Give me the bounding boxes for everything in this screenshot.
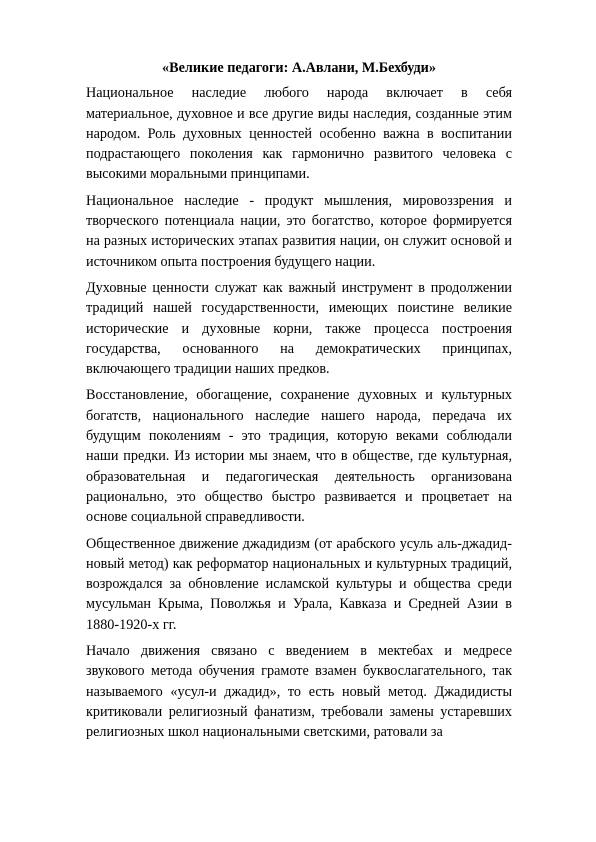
paragraph: Духовные ценности служат как важный инструмент в продолжении традиций нашей государственности, имеющих поистине великие исторические и духовные корни, также процесса построения государства, основанного на демократических принципах, включающего традиции наших предков. xyxy=(86,279,512,378)
paragraph: Восстановление, обогащение, сохранение духовных и культурных богатств, национального наследие нашего народа, передача их будущим поколениям - это традиция, которую веками соблюдали наши предки. Из истории мы знаем, что в обществе, где культурная, образовательная и педагогическая деятельность организована рационально, это общество быстро развивается и процветает на основе социальной справедливости. xyxy=(86,387,512,526)
document-title: «Великие педагоги: А.Авлани, М.Бехбуди» xyxy=(162,60,436,76)
paragraph: Национальное наследие любого народа включает в себя материальное, духовное и все другие виды наследия, созданные этим народом. Роль духовных ценностей особенно важна в воспитании подрастающего поколения как гармонично развитого человека с высокими моральными принципами. xyxy=(86,85,512,183)
paragraph: Общественное движение джадидизм (от арабского усуль аль-джадид- новый метод) как реформатор национальных и культурных традиций, возрождался за обновление исламской культуры и общества среди мусульман Крыма, Поволжья и Урала, Кавказа и Средней Азии в 1880-1920-х гг. xyxy=(86,535,512,633)
document-body xyxy=(86,58,512,749)
paragraph: Начало движения связано с введением в мектебах и медресе звукового метода обучения грамоте взамен буквослагательного, так называемого «усул-и джадид», то есть новый метод. Джадидисты критиковали религиозный фанатизм, требовали замены устаревших религиозных школ национальными светскими, ратовали за xyxy=(86,643,512,741)
paragraph: Национальное наследие - продукт мышления, мировоззрения и творческого потенциала нации, это богатство, которое формируется на разных исторических этапах развития нации, он служит основой и источником опыта построения будущего нации. xyxy=(86,192,512,270)
